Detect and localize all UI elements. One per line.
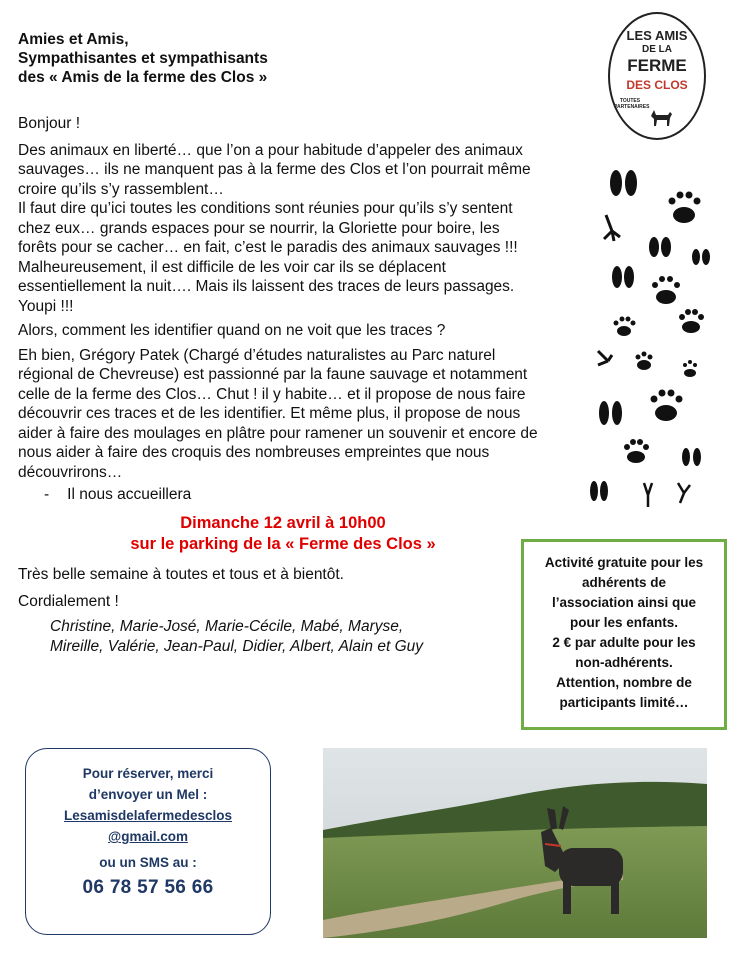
- logo-line-3: FERME: [627, 56, 687, 75]
- goat-icon: [648, 106, 674, 128]
- header-line-1: Amies et Amis,: [18, 31, 129, 48]
- bird-track-icon: [604, 215, 620, 241]
- event-announcement: [18, 513, 538, 555]
- greeting-header: [18, 30, 268, 87]
- bird-track-icon: [678, 483, 690, 503]
- phone-number[interactable]: 06 78 57 56 66: [82, 877, 214, 898]
- event-location: sur le parking de la « Ferme des Clos »: [130, 534, 436, 553]
- signatures: [50, 617, 538, 657]
- header-line-3: des « Amis de la ferme des Clos »: [18, 69, 268, 86]
- paragraph-guide: Eh bien, Grégory Patek (Chargé d’études naturalistes au Parc naturel régional de Chevreuse) est passionné par la faune sauvage et notamment celle de la ferme des Clos… Chut ! il y habite… et il propose de nous faire découvrir ces traces et de les identifier. Et même plus, il propose de nous aider à faire des moulages en plâtre pour ramener un souvenir et encore de nous aider à faire des croquis des nombreuses empreintes que nous découvrirons…: [18, 346, 538, 481]
- paragraph-tracks: Malheureusement, il est difficile de les voir car ils se déplacent essentiellement la nuit…. Mais ils laissent des traces de leurs passages. Youpi !!!: [18, 258, 515, 315]
- logo-line-4: DES CLOS: [626, 78, 688, 92]
- paw-print-icon: [614, 317, 636, 337]
- signature-line-2: Mireille, Valérie, Jean-Paul, Didier, Albert, Alain et Guy: [50, 637, 424, 655]
- header-line-2: Sympathisantes et sympathisants: [18, 50, 268, 67]
- bird-track-icon: [644, 483, 652, 507]
- paw-print-icon: [683, 360, 697, 377]
- contact-box: [25, 748, 271, 935]
- hoof-print-icon: [692, 249, 710, 265]
- email-line-2: @gmail.com: [108, 829, 188, 844]
- contact-line-1: Pour réserver, merci: [82, 766, 214, 781]
- email-link[interactable]: [26, 805, 270, 847]
- bullet-mark: -: [44, 486, 50, 503]
- email-line-1: Lesamisdelafermedesclos: [63, 808, 233, 823]
- info-line-3: l’association ainsi que: [551, 595, 697, 610]
- paw-print-icon: [624, 439, 649, 463]
- paw-print-icon: [669, 192, 701, 224]
- bullet-text: Il nous accueillera: [67, 486, 192, 503]
- paragraph-intro: Des animaux en liberté… que l’on a pour habitude d’appeler des animaux sauvages… ils ne manquent pas à la ferme des Clos et l’on pourrait même croire qu’ils s’y rassemblent…: [18, 141, 531, 198]
- hoof-print-icon: [682, 448, 701, 466]
- paw-print-icon: [636, 352, 653, 371]
- paw-print-icon: [651, 390, 683, 422]
- info-line-4: pour les enfants.: [569, 615, 679, 630]
- info-line-1: Activité gratuite pour les: [544, 555, 704, 570]
- info-line-2: adhérents de: [581, 575, 667, 590]
- hoof-print-icon: [649, 237, 671, 257]
- paw-print-icon: [652, 276, 680, 304]
- regards: Cordialement !: [18, 593, 119, 610]
- hoof-print-icon: [599, 401, 622, 425]
- info-line-5: 2 € par adulte pour les: [552, 635, 696, 650]
- logo-line-1: LES AMIS: [626, 28, 688, 43]
- info-line-6: non-adhérents.: [575, 655, 673, 670]
- pricing-info-box: [521, 539, 727, 730]
- paw-print-icon: [679, 309, 704, 333]
- bullet-item: [44, 485, 538, 505]
- paragraph-question: Alors, comment les identifier quand on ne voit que les traces ?: [18, 322, 446, 339]
- info-line-7: Attention, nombre de: [556, 675, 692, 690]
- signature-line-1: Christine, Marie-José, Marie-Cécile, Mabé, Maryse,: [50, 617, 404, 635]
- event-date: Dimanche 12 avril à 10h00: [180, 513, 386, 532]
- contact-line-2: d’envoyer un Mel :: [88, 787, 208, 802]
- hoof-print-icon: [612, 266, 634, 288]
- hoof-print-icon: [610, 170, 637, 196]
- closing-line: Très belle semaine à toutes et tous et à bientôt.: [18, 565, 344, 583]
- hoof-print-icon: [590, 481, 608, 501]
- association-logo: [608, 12, 706, 140]
- logo-line-2: DE LA: [642, 44, 672, 55]
- greeting: Bonjour !: [18, 115, 81, 132]
- paragraph-conditions: Il faut dire qu’ici toutes les conditions sont réunies pour qu’ils s’y sentent chez eux… grands espaces pour se nourrir, la Gloriette pour boire, les forêts pour se cacher… en fait, c’est le paradis des animaux sauvages !!!: [18, 200, 518, 256]
- letter-body: [18, 114, 538, 657]
- donkey-meadow-photo: [323, 748, 707, 938]
- bird-track-icon: [598, 351, 612, 365]
- logo-side-text: TOUTES PARTENAIRES: [614, 98, 650, 110]
- sms-label: ou un SMS au :: [99, 855, 197, 870]
- info-line-8: participants limité…: [559, 695, 689, 710]
- animal-tracks-illustration: [586, 165, 712, 513]
